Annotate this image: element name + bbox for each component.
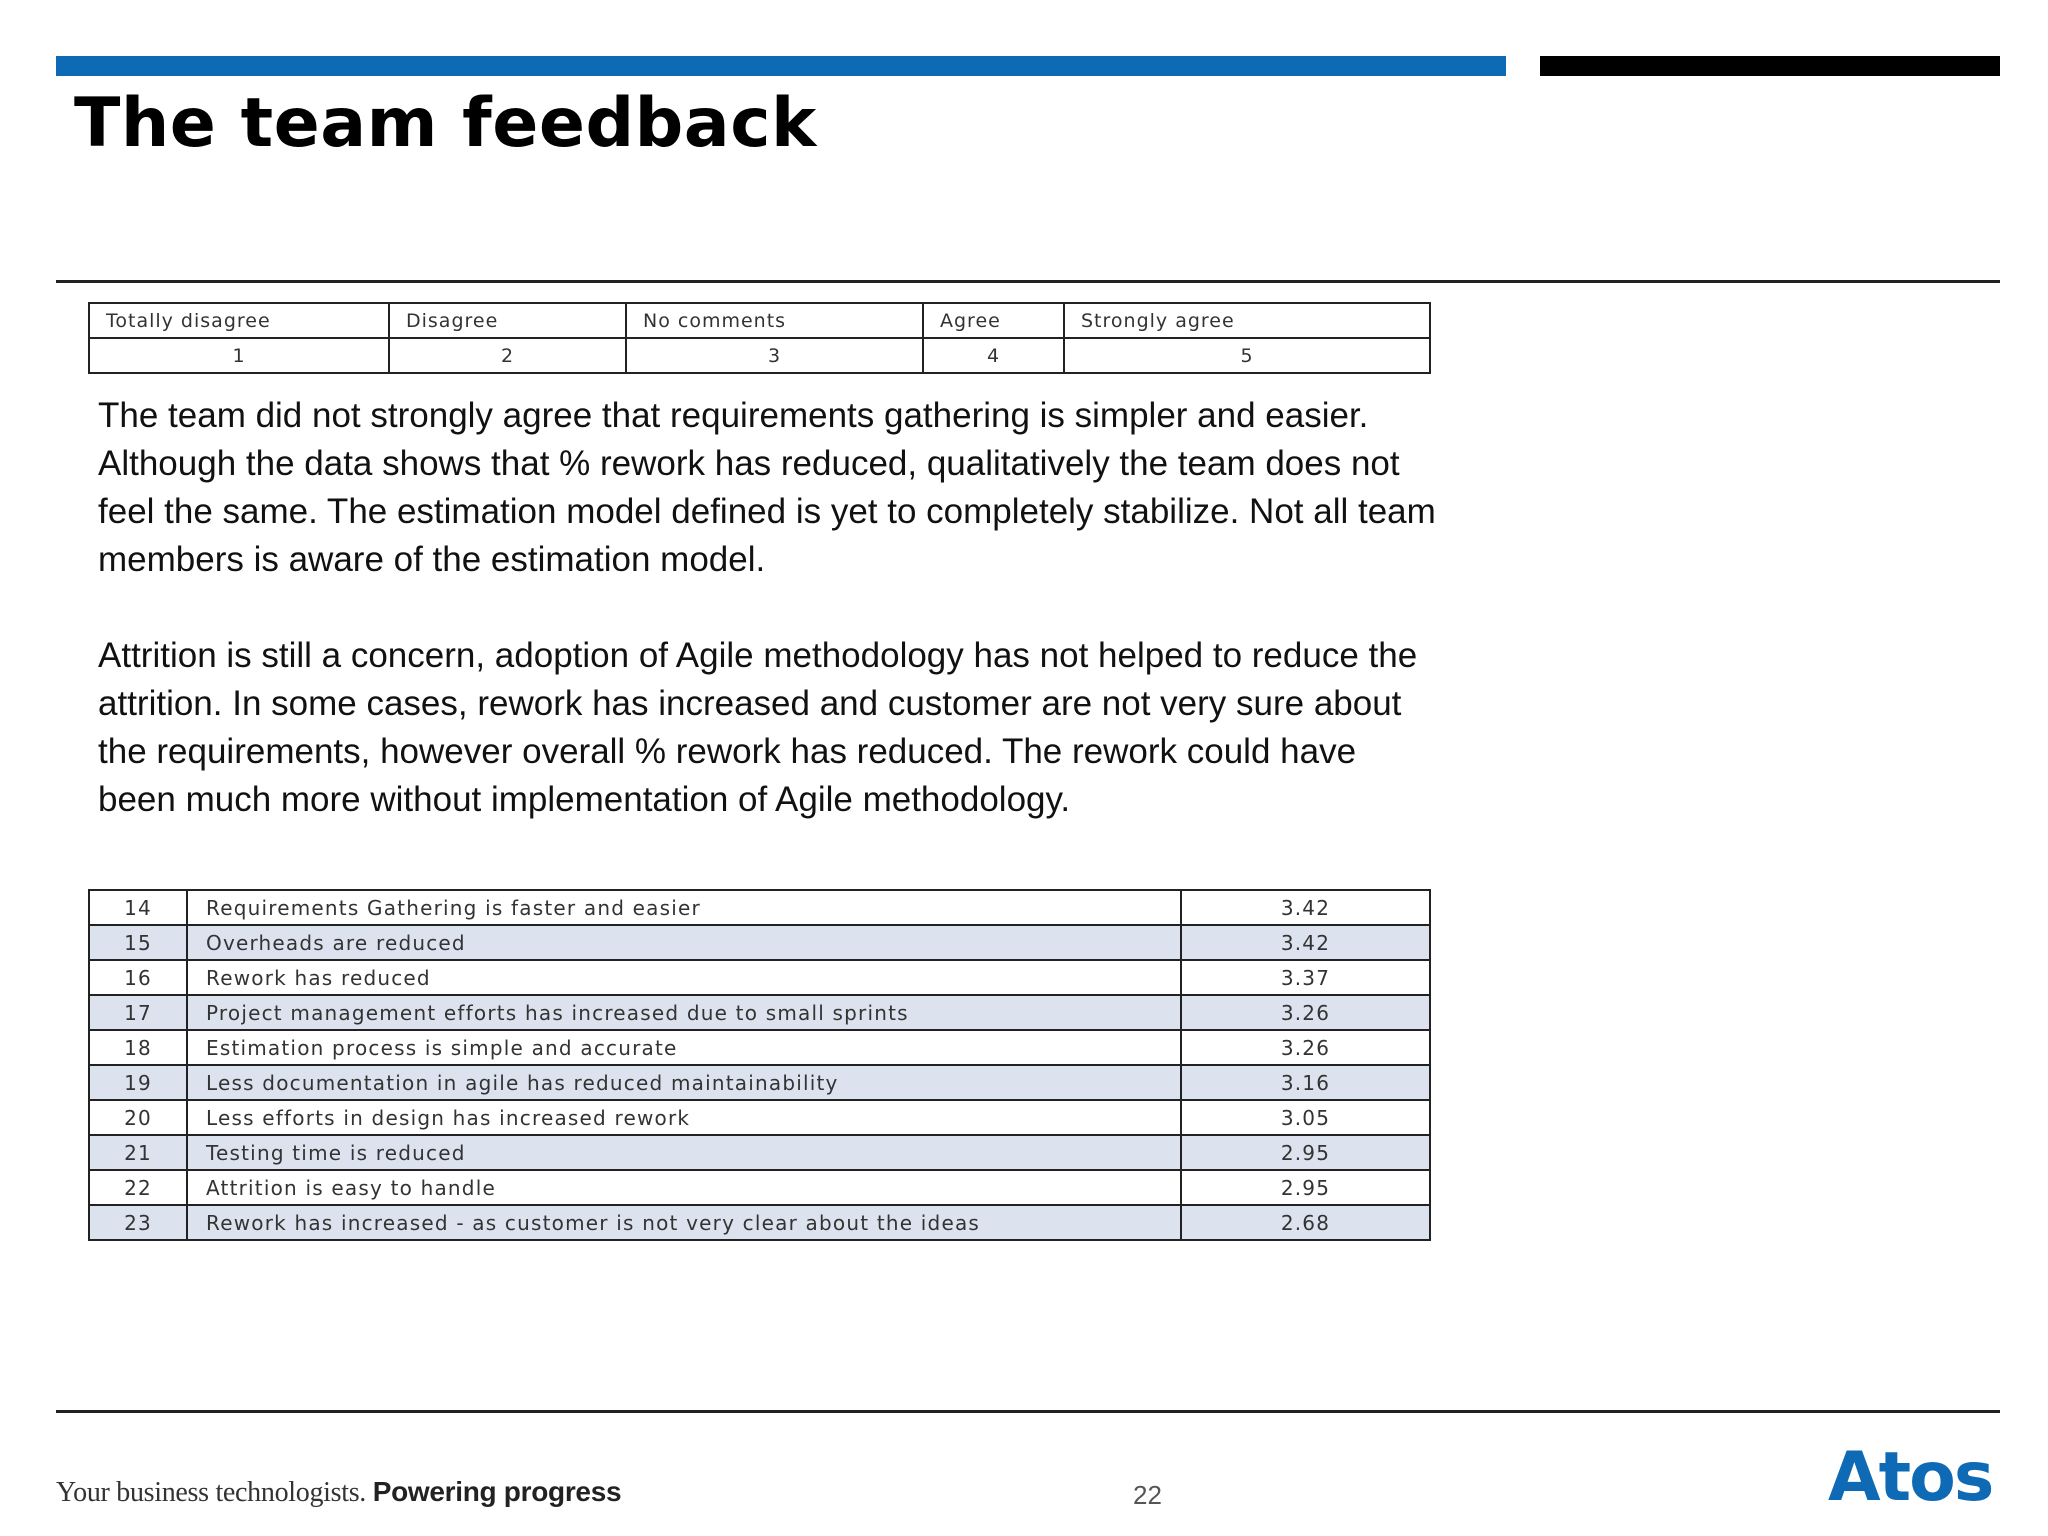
rating-scale-table: [88, 302, 1431, 374]
row-number: 18: [89, 1030, 187, 1065]
row-statement: Less efforts in design has increased rework: [187, 1100, 1181, 1135]
footer-divider: [56, 1410, 2000, 1413]
results-row: [89, 1205, 1430, 1240]
row-score: 3.42: [1181, 925, 1430, 960]
row-statement: Less documentation in agile has reduced maintainability: [187, 1065, 1181, 1100]
row-score: 2.95: [1181, 1170, 1430, 1205]
row-number: 23: [89, 1205, 187, 1240]
results-row: [89, 995, 1430, 1030]
row-score: 3.05: [1181, 1100, 1430, 1135]
scale-label: No comments: [626, 303, 923, 338]
header-accent-bar: [56, 56, 1506, 76]
survey-results-table: [88, 889, 1431, 1241]
results-row: [89, 1170, 1430, 1205]
slide-title: The team feedback: [74, 84, 817, 163]
results-row: [89, 1135, 1430, 1170]
feedback-paragraph-1: The team did not strongly agree that requirements gathering is simpler and easier. Although the data shows that % rework has reduced, qualitatively the team does not feel the same. The estimation model defined is yet to completely stabilize. Not all team members is aware of the estimation model.: [98, 396, 1436, 579]
row-score: 2.95: [1181, 1135, 1430, 1170]
row-score: 3.42: [1181, 890, 1430, 925]
results-row: [89, 960, 1430, 995]
row-statement: Requirements Gathering is faster and easier: [187, 890, 1181, 925]
scale-label: Disagree: [389, 303, 626, 338]
results-row: [89, 1100, 1430, 1135]
tagline-bold: Powering progress: [372, 1476, 622, 1507]
atos-logo: Atos: [1828, 1438, 1993, 1517]
scale-value: 1: [89, 338, 389, 373]
row-statement: Project management efforts has increased due to small sprints: [187, 995, 1181, 1030]
row-statement: Overheads are reduced: [187, 925, 1181, 960]
scale-label: Agree: [923, 303, 1064, 338]
row-number: 14: [89, 890, 187, 925]
row-score: 3.16: [1181, 1065, 1430, 1100]
row-score: 3.37: [1181, 960, 1430, 995]
feedback-text: [98, 392, 1438, 824]
survey-results-body: [89, 890, 1430, 1240]
scale-label: Strongly agree: [1064, 303, 1430, 338]
page-number: 22: [1133, 1480, 1162, 1510]
results-row: [89, 1030, 1430, 1065]
results-row: [89, 925, 1430, 960]
row-statement: Attrition is easy to handle: [187, 1170, 1181, 1205]
scale-values-row: [89, 338, 1430, 373]
results-row: [89, 1065, 1430, 1100]
footer-tagline: [56, 1476, 621, 1509]
row-number: 21: [89, 1135, 187, 1170]
results-row: [89, 890, 1430, 925]
row-number: 17: [89, 995, 187, 1030]
feedback-paragraph-2: Attrition is still a concern, adoption of Agile methodology has not helped to reduce the attrition. In some cases, rework has increased and customer are not very sure about the requirements, however overall % rework has reduced. The rework could have been much more without implementation of Agile methodology.: [98, 636, 1418, 819]
row-statement: Rework has increased - as customer is not very clear about the ideas: [187, 1205, 1181, 1240]
scale-labels-row: [89, 303, 1430, 338]
row-score: 3.26: [1181, 995, 1430, 1030]
scale-label: Totally disagree: [89, 303, 389, 338]
scale-value: 2: [389, 338, 626, 373]
row-score: 2.68: [1181, 1205, 1430, 1240]
header-black-bar: [1540, 56, 2000, 76]
row-score: 3.26: [1181, 1030, 1430, 1065]
row-number: 16: [89, 960, 187, 995]
tagline-regular: Your business technologists.: [56, 1477, 367, 1508]
row-statement: Estimation process is simple and accurate: [187, 1030, 1181, 1065]
row-number: 20: [89, 1100, 187, 1135]
row-statement: Testing time is reduced: [187, 1135, 1181, 1170]
row-statement: Rework has reduced: [187, 960, 1181, 995]
scale-value: 3: [626, 338, 923, 373]
row-number: 15: [89, 925, 187, 960]
row-number: 19: [89, 1065, 187, 1100]
row-number: 22: [89, 1170, 187, 1205]
scale-value: 4: [923, 338, 1064, 373]
top-divider: [56, 280, 2000, 283]
scale-value: 5: [1064, 338, 1430, 373]
